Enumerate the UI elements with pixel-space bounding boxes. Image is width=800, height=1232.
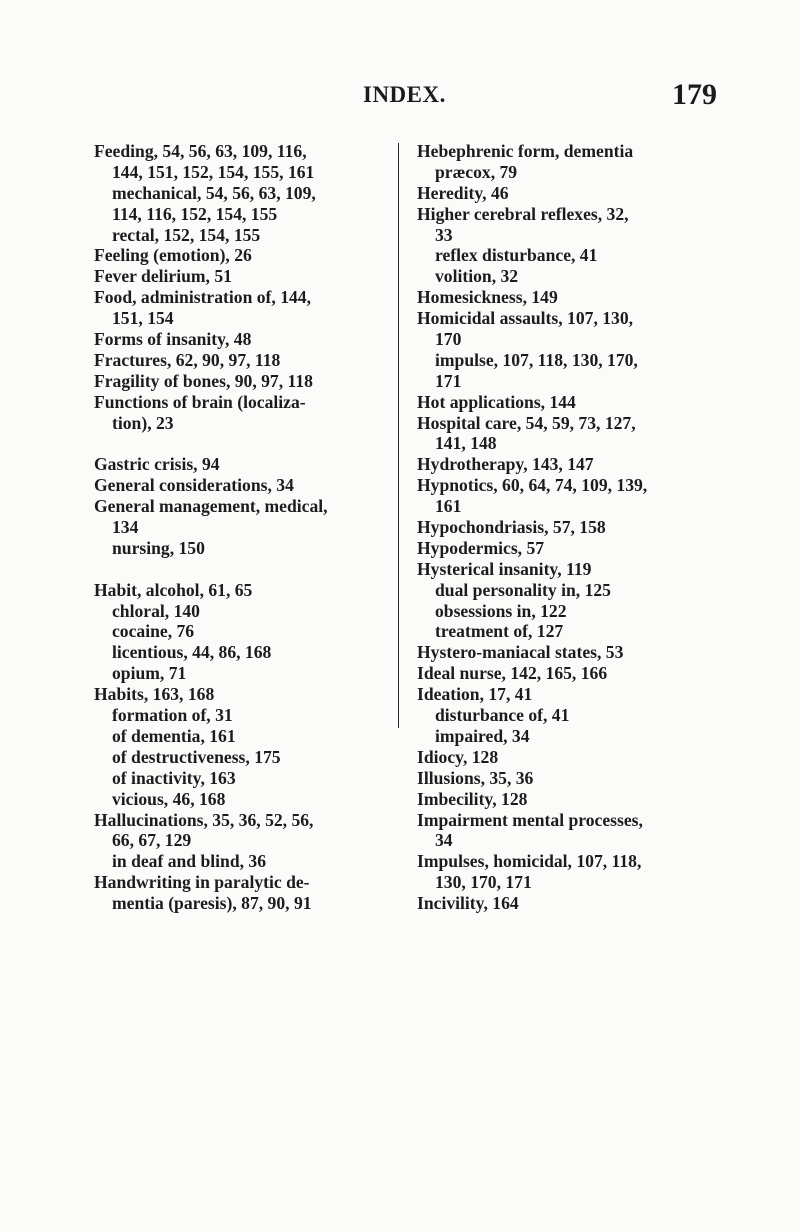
index-subentry: 171	[435, 370, 462, 391]
index-subentry: 141, 148	[435, 433, 497, 454]
index-entry: Impulses, homicidal, 107, 118,	[417, 851, 642, 872]
index-entry: Illusions, 35, 36	[417, 767, 534, 788]
page-title: INDEX.	[363, 82, 446, 107]
index-subentry: of inactivity, 163	[112, 767, 236, 788]
index-entry: Habits, 163, 168	[94, 684, 215, 705]
index-entry: General considerations, 34	[94, 475, 294, 496]
index-entry: Forms of insanity, 48	[94, 329, 252, 350]
index-subentry: reflex disturbance, 41	[435, 245, 598, 266]
index-entry: General management, medical,	[94, 496, 328, 517]
index-entry: Hydrotherapy, 143, 147	[417, 454, 594, 475]
index-subentry: rectal, 152, 154, 155	[112, 224, 261, 245]
index-subentry: 114, 116, 152, 154, 155	[112, 203, 278, 224]
index-entry: Feeling (emotion), 26	[94, 245, 252, 266]
index-subentry: obsessions in, 122	[435, 600, 567, 621]
index-entry: Hospital care, 54, 59, 73, 127,	[417, 412, 636, 433]
index-subentry: mentia (paresis), 87, 90, 91	[112, 893, 312, 914]
index-subentry: præcox, 79	[435, 161, 518, 182]
index-subentry: 170	[435, 329, 462, 350]
index-entry: Imbecility, 128	[417, 788, 528, 809]
index-subentry: of dementia, 161	[112, 725, 236, 746]
index-entry: Hysterical insanity, 119	[417, 558, 592, 579]
page-header	[0, 78, 800, 118]
index-entry: Hot applications, 144	[417, 391, 576, 412]
index-entry: Hypochondriasis, 57, 158	[417, 517, 606, 538]
index-subentry: mechanical, 54, 56, 63, 109,	[112, 182, 316, 203]
page-number: 179	[672, 78, 717, 111]
index-entry: Functions of brain (localiza-	[94, 391, 306, 412]
index-subentry: impulse, 107, 118, 130, 170,	[435, 349, 638, 370]
index-subentry: impaired, 34	[435, 725, 530, 746]
index-entry: Heredity, 46	[417, 182, 509, 203]
index-subentry: chloral, 140	[112, 600, 200, 621]
index-subentry: 130, 170, 171	[435, 872, 532, 893]
index-entry: Fractures, 62, 90, 97, 118	[94, 349, 281, 370]
index-entry: Fragility of bones, 90, 97, 118	[94, 370, 313, 391]
index-column-left	[94, 141, 404, 914]
index-entry: Higher cerebral reflexes, 32,	[417, 203, 629, 224]
index-subentry: formation of, 31	[112, 705, 233, 726]
column-divider	[398, 143, 399, 728]
index-entry: Gastric crisis, 94	[94, 454, 220, 475]
index-subentry: 144, 151, 152, 154, 155, 161	[112, 161, 315, 182]
index-entry: Habit, alcohol, 61, 65	[94, 579, 253, 600]
index-subentry: in deaf and blind, 36	[112, 851, 267, 872]
index-subentry: tion), 23	[112, 412, 174, 433]
index-subentry: cocaine, 76	[112, 621, 195, 642]
index-entry: Hypodermics, 57	[417, 537, 545, 558]
index-entry: Idiocy, 128	[417, 746, 499, 767]
index-entry: Hystero-maniacal states, 53	[417, 642, 624, 663]
section-gap	[94, 433, 404, 454]
index-entry: Incivility, 164	[417, 893, 519, 914]
index-entry: Hebephrenic form, dementia	[417, 141, 634, 161]
index-subentry: of destructiveness, 175	[112, 746, 281, 767]
index-subentry: opium, 71	[112, 663, 187, 684]
index-entry: Hypnotics, 60, 64, 74, 109, 139,	[417, 475, 648, 496]
index-subentry: 134	[112, 517, 139, 538]
index-subentry: disturbance of, 41	[435, 705, 570, 726]
index-entry: Homicidal assaults, 107, 130,	[417, 308, 634, 329]
index-entry: Feeding, 54, 56, 63, 109, 116,	[94, 141, 307, 161]
index-entry: Ideal nurse, 142, 165, 166	[417, 663, 608, 684]
index-column-right	[417, 141, 717, 914]
section-gap	[94, 559, 404, 580]
index-subentry: dual personality in, 125	[435, 579, 611, 600]
index-entry: Food, administration of, 144,	[94, 287, 312, 308]
index-entry: Impairment mental processes,	[417, 809, 643, 830]
index-entry: Hallucinations, 35, 36, 52, 56,	[94, 809, 314, 830]
index-entry: Fever delirium, 51	[94, 266, 232, 287]
index-subentry: vicious, 46, 168	[112, 788, 226, 809]
index-subentry: volition, 32	[435, 266, 519, 287]
index-entry: Ideation, 17, 41	[417, 684, 533, 705]
index-subentry: nursing, 150	[112, 537, 205, 558]
index-subentry: 161	[435, 496, 462, 517]
index-subentry: 34	[435, 830, 453, 851]
index-subentry: 151, 154	[112, 308, 174, 329]
index-entry: Handwriting in paralytic de-	[94, 872, 310, 893]
index-subentry: licentious, 44, 86, 168	[112, 642, 272, 663]
index-subentry: 66, 67, 129	[112, 830, 192, 851]
index-subentry: 33	[435, 224, 453, 245]
index-subentry: treatment of, 127	[435, 621, 564, 642]
index-entry: Homesickness, 149	[417, 287, 558, 308]
